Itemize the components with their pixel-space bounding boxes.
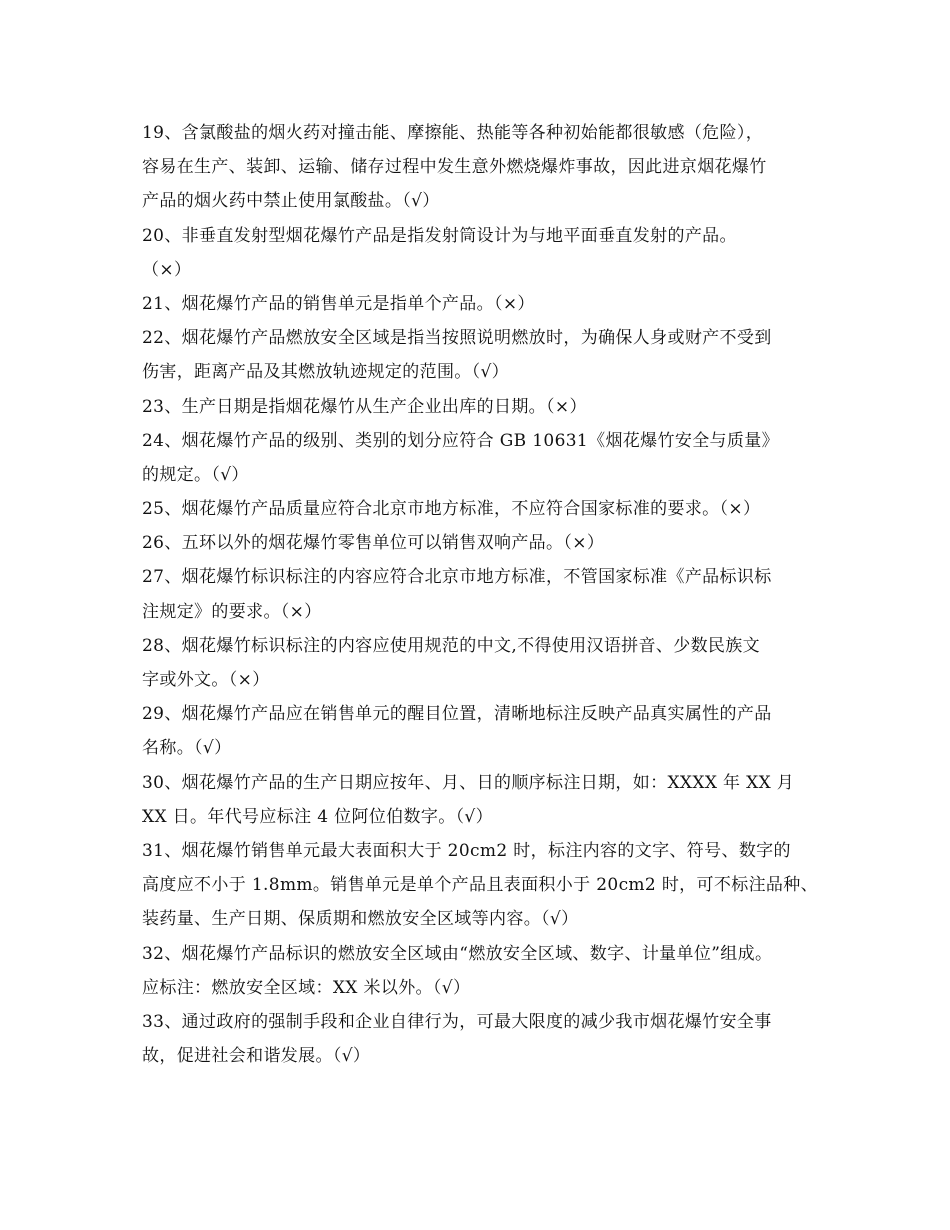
text-line: 24、烟花爆竹产品的级别、类别的划分应符合 GB 10631《烟花爆竹安全与质量》: [142, 430, 779, 451]
text-line: 32、烟花爆竹产品标识的燃放安全区域由“燃放安全区域、数字、计量单位”组成。: [142, 943, 773, 964]
text-line: 注规定》的要求。（×）: [142, 601, 322, 622]
text-line: 30、烟花爆竹产品的生产日期应按年、月、日的顺序标注日期，如：XXXX 年 XX 月: [142, 772, 795, 793]
text-line: 31、烟花爆竹销售单元最大表面积大于 20cm2 时，标注内容的文字、符号、数字的: [142, 840, 791, 861]
text-line: 21、烟花爆竹产品的销售单元是指单个产品。（×）: [142, 293, 535, 314]
text-line: （×）: [142, 259, 192, 280]
text-line: 的规定。（√）: [142, 464, 249, 485]
text-line: 装药量、生产日期、保质期和燃放安全区域等内容。（√）: [142, 909, 579, 930]
text-line: XX 日。年代号应标注 4 位阿位伯数字。（√）: [142, 806, 493, 827]
text-line: 故，促进社会和谐发展。（√）: [142, 1046, 371, 1067]
text-line: 25、烟花爆竹产品质量应符合北京市地方标准，不应符合国家标准的要求。（×）: [142, 499, 761, 520]
text-line: 产品的烟火药中禁止使用氯酸盐。（√）: [142, 191, 440, 212]
text-line: 28、烟花爆竹标识标注的内容应使用规范的中文,不得使用汉语拼音、少数民族文: [142, 635, 760, 656]
text-line: 29、烟花爆竹产品应在销售单元的醒目位置，清晰地标注反映产品真实属性的产品: [142, 704, 772, 725]
text-line: 高度应不小于 1.8mm。销售单元是单个产品且表面积小于 20cm2 时，可不标注品种、: [142, 875, 818, 896]
text-line: 22、烟花爆竹产品燃放安全区域是指当按照说明燃放时，为确保人身或财产不受到: [142, 328, 772, 349]
text-line: 19、含氯酸盐的烟火药对撞击能、摩擦能、热能等各种初始能都很敏感（危险），: [142, 123, 764, 143]
text-line: 33、通过政府的强制手段和企业自律行为，可最大限度的减少我市烟花爆竹安全事: [142, 1011, 772, 1032]
text-line: 27、烟花爆竹标识标注的内容应符合北京市地方标准，不管国家标准《产品标识标: [142, 567, 772, 588]
text-line: 容易在生产、装卸、运输、储存过程中发生意外燃烧爆炸事故，因此进京烟花爆竹: [142, 157, 767, 178]
text-line: 20、非垂直发射型烟花爆竹产品是指发射筒设计为与地平面垂直发射的产品。: [142, 225, 737, 246]
text-line: 26、五环以外的烟花爆竹零售单位可以销售双响产品。（×）: [142, 533, 605, 554]
question-list: [142, 116, 822, 1073]
text-line: 23、生产日期是指烟花爆竹从生产企业出库的日期。（×）: [142, 396, 587, 417]
text-line: 伤害，距离产品及其燃放轨迹规定的范围。（√）: [142, 362, 510, 383]
text-line: 应标注：燃放安全区域：XX 米以外。（√）: [142, 977, 471, 998]
text-line: 名称。（√）: [142, 738, 232, 759]
text-line: 字或外文。（×）: [142, 670, 270, 690]
